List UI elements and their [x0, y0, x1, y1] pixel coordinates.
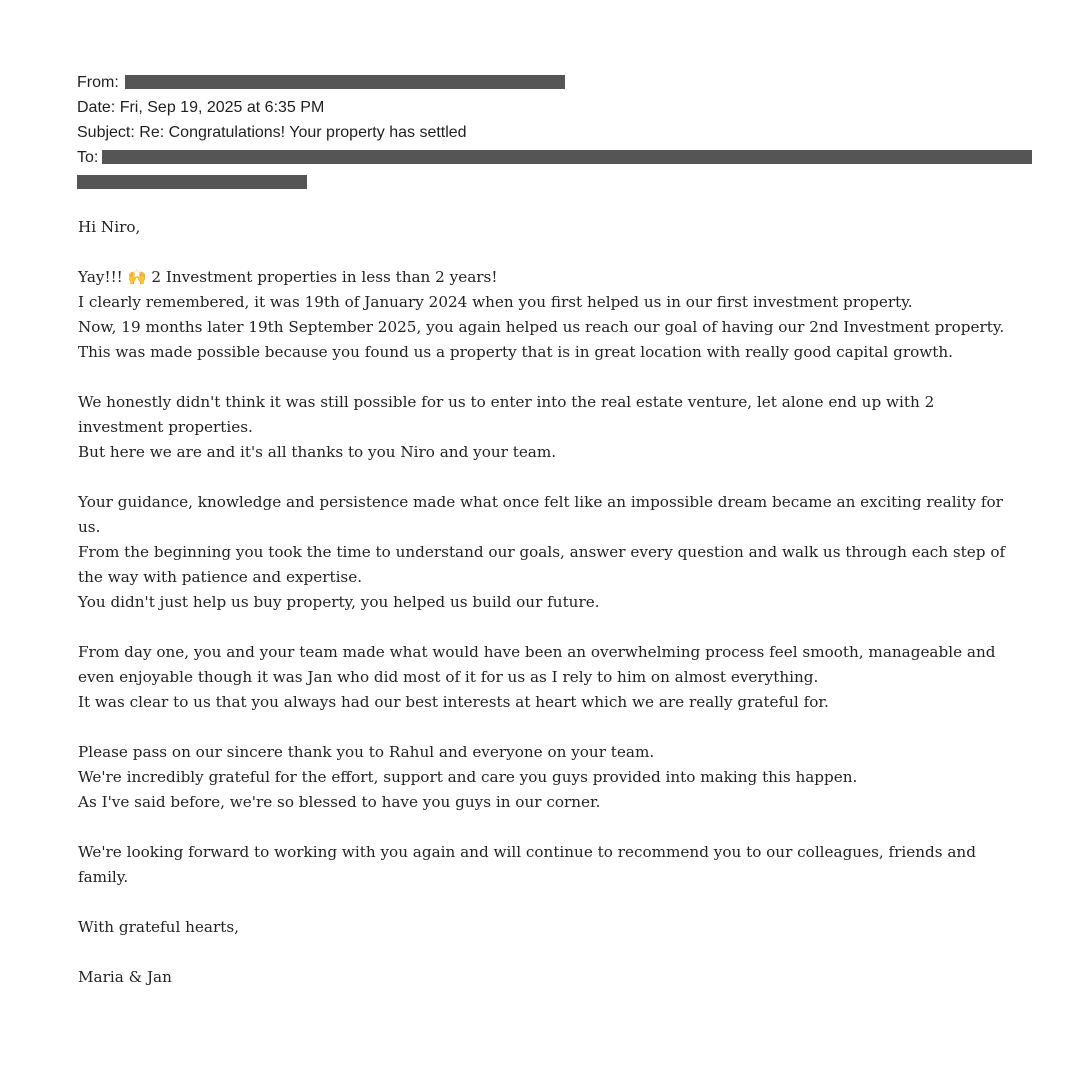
paragraph-5-line-1: Please pass on our sincere thank you to Rahul and everyone on your team. — [78, 743, 655, 761]
paragraph-5-line-3: As I've said before, we're so blessed to have you guys in our corner. — [78, 793, 601, 811]
paragraph-3-line-2: From the beginning you took the time to understand our goals, answer every question and walk us through each step of the way with patience and expertise. — [78, 543, 1006, 586]
paragraph-1-line-1 — [78, 265, 1013, 290]
redacted-recipient-email — [77, 175, 307, 189]
subject-line — [77, 120, 1027, 145]
greeting: Hi Niro, — [78, 218, 141, 236]
paragraph-4 — [78, 640, 1013, 715]
paragraph-2 — [78, 390, 1013, 465]
paragraph-3-line-3: You didn't just help us buy property, you helped us build our future. — [78, 593, 600, 611]
to-label: To: — [77, 149, 99, 166]
email-body — [78, 215, 1013, 990]
date-value: Fri, Sep 19, 2025 at 6:35 PM — [119, 99, 325, 116]
paragraph-1 — [78, 265, 1013, 365]
signature: Maria & Jan — [78, 968, 172, 986]
date-line — [77, 95, 1027, 120]
from-label: From: — [77, 74, 119, 91]
paragraph-2-line-1: We honestly didn't think it was still possible for us to enter into the real estate venture, let alone end up with 2 investment properties. — [78, 393, 935, 436]
closing: With grateful hearts, — [78, 918, 239, 936]
paragraph-3 — [78, 490, 1013, 615]
paragraph-3-line-1: Your guidance, knowledge and persistence made what once felt like an impossible dream became an exciting reality for us. — [78, 493, 1003, 536]
paragraph-2-line-2: But here we are and it's all thanks to you Niro and your team. — [78, 443, 557, 461]
to-line — [77, 145, 1027, 170]
paragraph-1-line-4: This was made possible because you found us a property that is in great location with really good capital growth. — [78, 343, 953, 361]
to-line-continued — [77, 170, 1027, 195]
from-line — [77, 70, 1027, 95]
paragraph-4-line-1: From day one, you and your team made what would have been an overwhelming process feel smooth, manageable and even enjoyable though it was Jan who did most of it for us as I rely to him on almost everything. — [78, 643, 996, 686]
paragraph-5 — [78, 740, 1013, 815]
paragraph-6-line-1: We're looking forward to working with you again and will continue to recommend you to our colleagues, friends and family. — [78, 843, 976, 886]
paragraph-4-line-2: It was clear to us that you always had our best interests at heart which we are really grateful for. — [78, 693, 829, 711]
redacted-sender — [125, 75, 565, 89]
subject-value: Re: Congratulations! Your property has settled — [139, 124, 467, 141]
redacted-recipients — [102, 150, 1032, 164]
subject-label: Subject: — [77, 124, 135, 141]
date-label: Date: — [77, 99, 116, 116]
raising-hands-icon: 🙌 — [127, 268, 147, 286]
paragraph-1-line-2: I clearly remembered, it was 19th of January 2024 when you first helped us in our first investment property. — [78, 293, 913, 311]
paragraph-5-line-2: We're incredibly grateful for the effort, support and care you guys provided into making this happen. — [78, 768, 858, 786]
properties-text: 2 Investment properties in less than 2 years! — [151, 268, 498, 286]
paragraph-6 — [78, 840, 1013, 890]
yay-text: Yay!!! — [78, 268, 123, 286]
paragraph-1-line-3: Now, 19 months later 19th September 2025, you again helped us reach our goal of having our 2nd Investment property. — [78, 318, 1005, 336]
email-header — [77, 70, 1027, 195]
